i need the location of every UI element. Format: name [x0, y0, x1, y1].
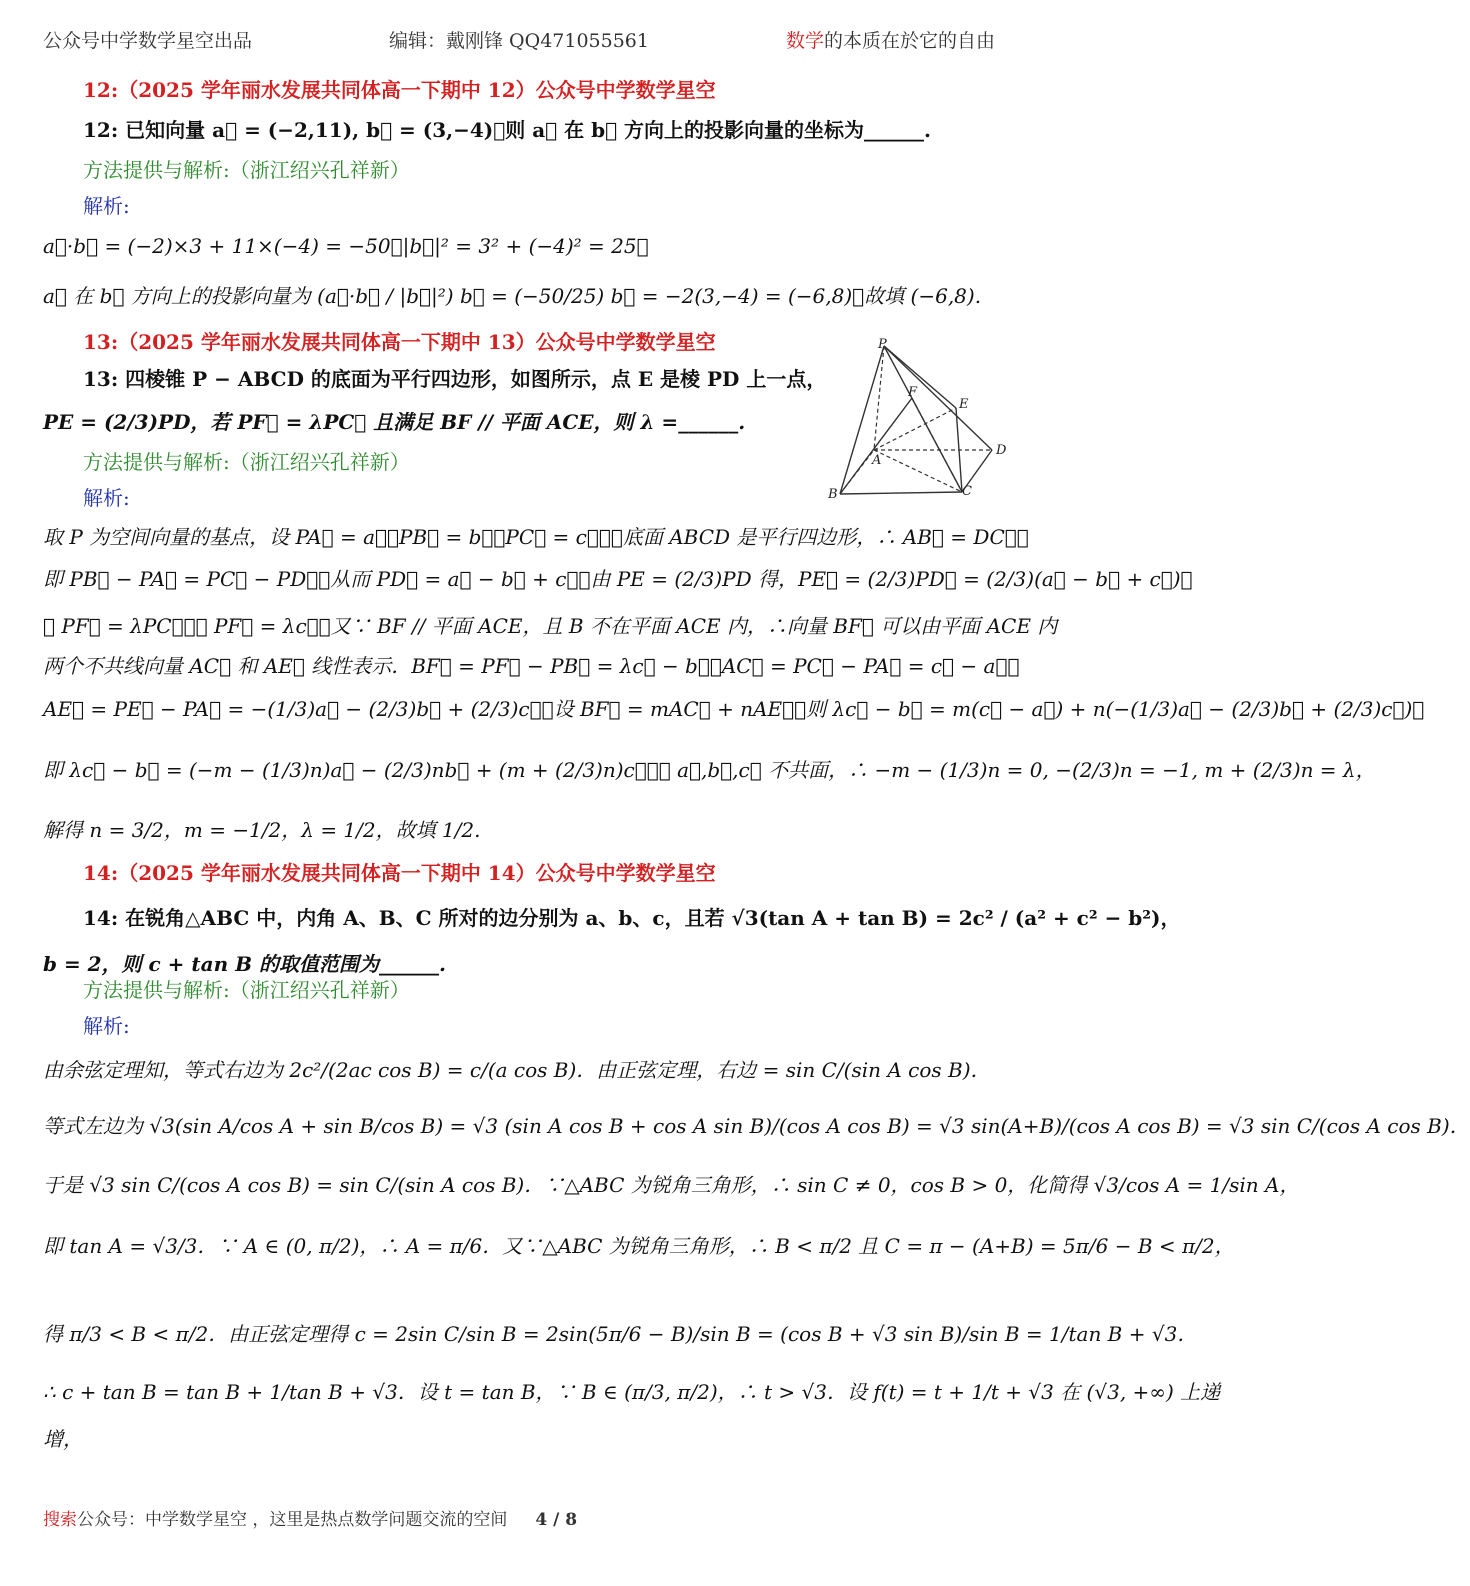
problem-14-line-1: 由余弦定理知，等式右边为 2c²/(2ac cos B) = c/(a cos B)．由正弦定理，右边 = sin C/(sin A cos B)．	[43, 1058, 991, 1082]
problem-12-question: 12: 已知向量 a⃗ = (−2,11), b⃗ = (3,−4)，则 a⃗ 在 b⃗ 方向上的投影向量的坐标为______.	[83, 118, 932, 142]
problem-14-line-6: ∴ c + tan B = tan B + 1/tan B + √3．设 t = tan B，∵ B ∈ (π/3, π/2)，∴ t > √3．设 f(t) = t + 1/t + √3 在 (√3, +∞) 上递	[43, 1380, 1221, 1404]
problem-14-line-4: 即 tan A = √3/3．∵ A ∈ (0, π/2)，∴ A = π/6．又∵△ABC 为锐角三角形，∴ B < π/2 且 C = π − (A+B) = 5π/6 − B < π/2，	[43, 1234, 1235, 1258]
problem-14-line-3: 于是 √3 sin C/(cos A cos B) = sin C/(sin A cos B)．∵△ABC 为锐角三角形，∴ sin C ≠ 0，cos B > 0，化简得 √3/cos A = 1/sin A，	[43, 1173, 1300, 1197]
figure-label-c: C	[962, 484, 972, 499]
footer-search-rest: 公众号：中学数学星空 ，这里是热点数学问题交流的空间	[77, 1510, 508, 1530]
problem-13-line-2: 即 PB⃗ − PA⃗ = PC⃗ − PD⃗，从而 PD⃗ = a⃗ − b⃗ + c⃗．由 PE = (2/3)PD 得，PE⃗ = (2/3)PD⃗ = (2/3)(a⃗ − b⃗ + c⃗)．	[43, 567, 1193, 591]
problem-13-question-1: 13: 四棱锥 P − ABCD 的底面为平行四边形，如图所示，点 E 是棱 PD 上一点，	[83, 367, 827, 391]
header-editor: 编辑：戴刚锋 QQ471055561	[389, 30, 649, 52]
figure-label-f: F	[908, 385, 918, 400]
problem-14-line-5: 得 π/3 < B < π/2．由正弦定理得 c = 2sin C/sin B = 2sin(5π/6 − B)/sin B = (cos B + √3 sin B)/sin B = 1/tan B + √3．	[43, 1322, 1198, 1346]
footer	[43, 1505, 577, 1530]
figure-label-a: A	[872, 453, 882, 468]
problem-13-title: 13:（2025 学年丽水发展共同体高一下期中 13）公众号中学数学星空	[83, 330, 716, 354]
problem-12-title: 12:（2025 学年丽水发展共同体高一下期中 12）公众号中学数学星空	[83, 78, 716, 102]
problem-14-title: 14:（2025 学年丽水发展共同体高一下期中 14）公众号中学数学星空	[83, 861, 716, 885]
problem-13-line-5: AE⃗ = PE⃗ − PA⃗ = −(1/3)a⃗ − (2/3)b⃗ + (2/3)c⃗．设 BF⃗ = mAC⃗ + nAE⃗，则 λc⃗ − b⃗ = m(c⃗ − a⃗) + n(−(1/3)a⃗ − (2/3)b⃗ + (2/3)c⃗)，	[43, 697, 1425, 721]
problem-14-line-2: 等式左边为 √3(sin A/cos A + sin B/cos B) = √3 (sin A cos B + cos A sin B)/(cos A cos B) = √3 sin(A+B)/(cos A cos B) = √3 sin C/(cos A cos B)．	[43, 1114, 1470, 1138]
figure-label-d: D	[996, 443, 1007, 458]
problem-12-line-1: a⃗·b⃗ = (−2)×3 + 11×(−4) = −50，|b⃗|² = 3² + (−4)² = 25，	[43, 234, 649, 258]
problem-12-analysis-label: 解析:	[83, 194, 130, 218]
figure-label-b: B	[828, 487, 838, 502]
problem-13-method: 方法提供与解析:（浙江绍兴孔祥新）	[83, 450, 410, 474]
problem-13-line-7: 解得 n = 3/2，m = −1/2，λ = 1/2，故填 1/2.	[43, 818, 481, 842]
figure-label-e: E	[959, 397, 969, 412]
problem-12-method: 方法提供与解析:（浙江绍兴孔祥新）	[83, 158, 410, 182]
problem-14-method: 方法提供与解析:（浙江绍兴孔祥新）	[83, 978, 410, 1002]
header-motto	[786, 26, 995, 53]
problem-13-line-3: ∵ PF⃗ = λPC⃗，∴ PF⃗ = λc⃗．又∵ BF // 平面 ACE，且 B 不在平面 ACE 内，∴向量 BF⃗ 可以由平面 ACE 内	[43, 614, 1058, 638]
pyramid-figure	[826, 338, 1016, 504]
problem-13-question-2: PE = (2/3)PD，若 PF⃗ = λPC⃗ 且满足 BF // 平面 ACE，则 λ =______.	[43, 410, 746, 434]
problem-14-question-2: b = 2，则 c + tan B 的取值范围为______.	[43, 952, 446, 976]
problem-13-analysis-label: 解析:	[83, 486, 130, 510]
problem-14-line-7: 增，	[43, 1427, 83, 1451]
page-number: 4 / 8	[535, 1510, 578, 1530]
figure-label-p: P	[878, 337, 887, 352]
problem-13-line-1: 取 P 为空间向量的基点，设 PA⃗ = a⃗，PB⃗ = b⃗，PC⃗ = c⃗．∵底面 ABCD 是平行四边形，∴ AB⃗ = DC⃗，	[43, 525, 1029, 549]
problem-14-question-1: 14: 在锐角△ABC 中，内角 A、B、C 所对的边分别为 a、b、c，且若 √3(tan A + tan B) = 2c² / (a² + c² − b²)，	[83, 906, 1181, 930]
problem-12-line-2: a⃗ 在 b⃗ 方向上的投影向量为 (a⃗·b⃗ / |b⃗|²) b⃗ = (−50/25) b⃗ = −2(3,−4) = (−6,8)，故填 (−6,8).	[43, 284, 982, 308]
problem-13-line-6: 即 λc⃗ − b⃗ = (−m − (1/3)n)a⃗ − (2/3)nb⃗ + (m + (2/3)n)c⃗．∵ a⃗,b⃗,c⃗ 不共面，∴ −m − (1/3)n = 0, −(2/3)n = −1, m + (2/3)n = λ，	[43, 758, 1376, 782]
problem-14-analysis-label: 解析:	[83, 1014, 130, 1038]
header-motto-rest: 的本质在於它的自由	[824, 30, 996, 52]
header-motto-red: 数学	[786, 30, 825, 52]
footer-search-red: 搜索	[43, 1510, 77, 1530]
problem-13-line-4: 两个不共线向量 AC⃗ 和 AE⃗ 线性表示．BF⃗ = PF⃗ − PB⃗ = λc⃗ − b⃗，AC⃗ = PC⃗ − PA⃗ = c⃗ − a⃗，	[43, 654, 1020, 678]
header-left: 公众号中学数学星空出品	[43, 30, 253, 52]
